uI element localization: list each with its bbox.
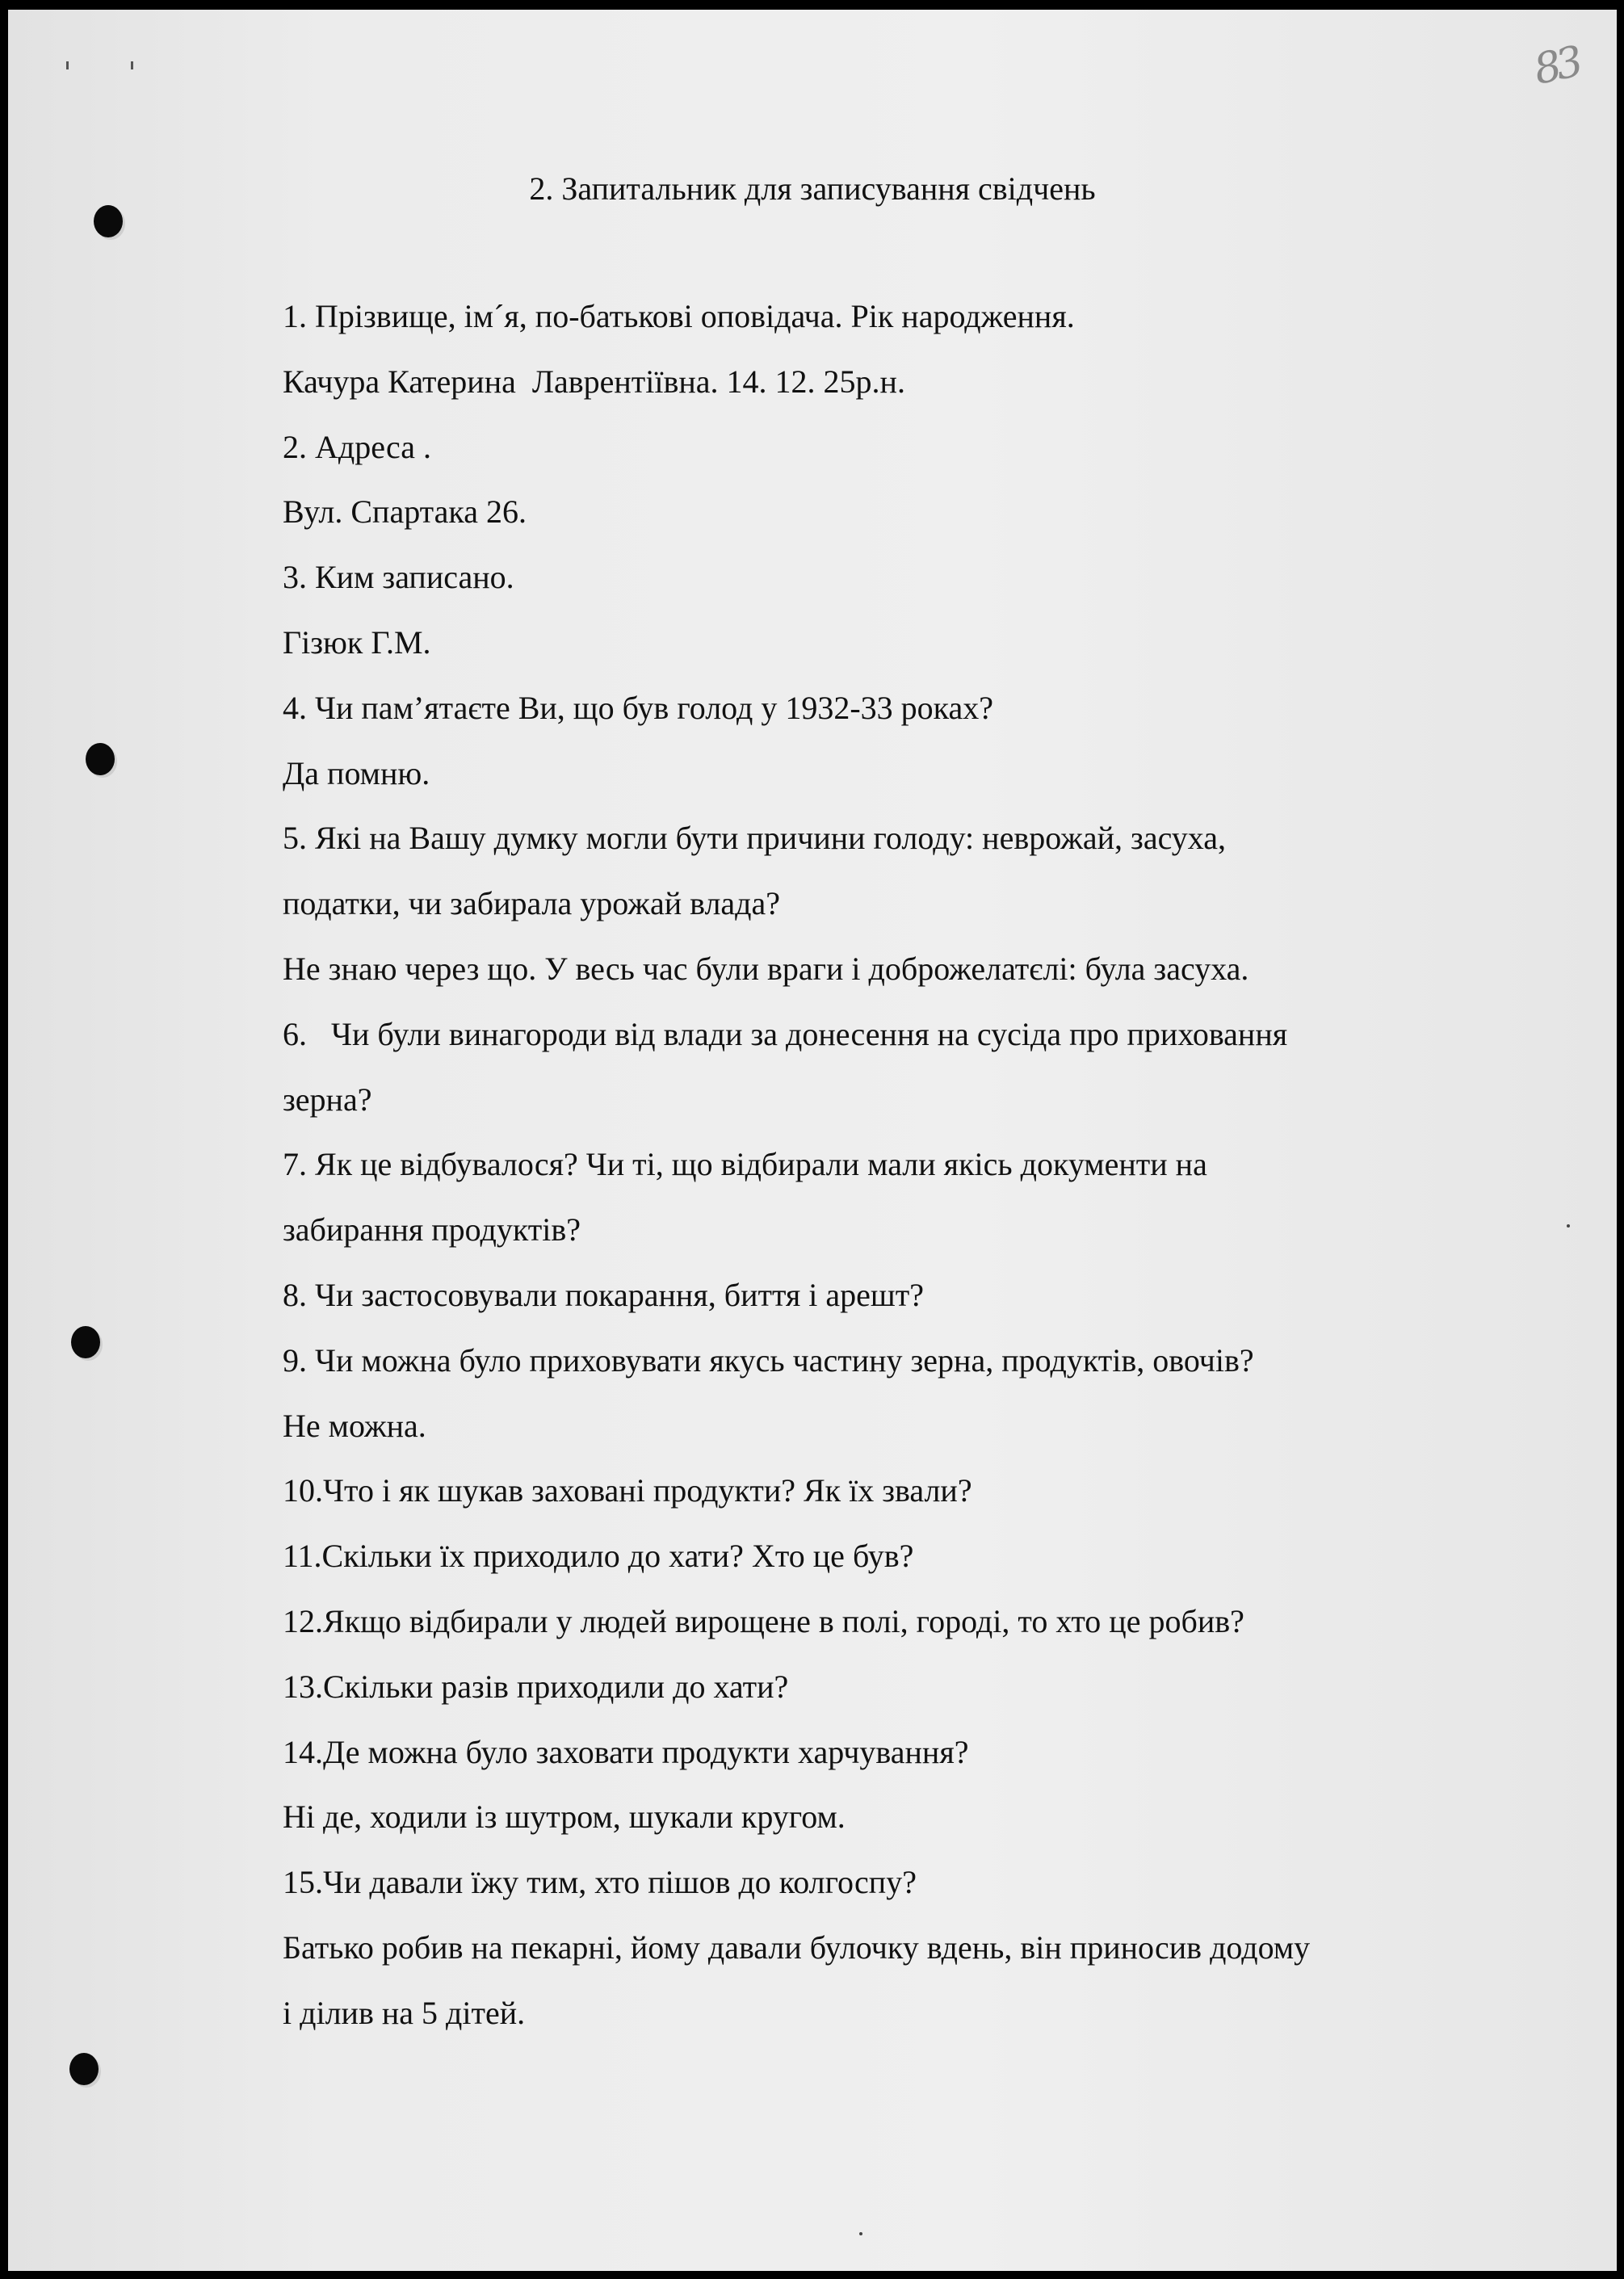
text-line: Не можна.: [283, 1407, 426, 1444]
text-line: 1. Прізвище, ім´я, по-батькові оповідача. Рік народження.: [283, 298, 1075, 334]
text-line: 8. Чи застосовували покарання, биття і арешт?: [283, 1276, 924, 1313]
text-line: зерна?: [283, 1081, 372, 1118]
text-line: 15.Чи давали їжу тим, хто пішов до колгоспу?: [283, 1864, 917, 1901]
scan-mark: [66, 61, 69, 69]
speck: [1567, 1224, 1570, 1228]
text-line: податки, чи забирала урожай влада?: [283, 885, 781, 922]
document-page: [8, 10, 1617, 2271]
text-line: Вул. Спартака 26.: [283, 493, 527, 531]
text-line: 14.Де можна було заховати продукти харчування?: [283, 1733, 969, 1770]
text-line: 10.Что і як шукав заховані продукти? Як їх звали?: [283, 1472, 972, 1509]
text-line: 2. Адреса .: [283, 428, 431, 465]
text-line: 11.Скільки їх приходило до хати? Хто це був?: [283, 1538, 914, 1575]
text-line: 13.Скільки разів приходили до хати?: [283, 1668, 789, 1705]
punch-hole: [86, 743, 115, 775]
text-line: Батько робив на пекарні, йому давали булочку вдень, він приносив додому: [283, 1929, 1311, 1966]
punch-hole: [69, 2053, 99, 2085]
text-line: 3. Ким записано.: [283, 559, 514, 596]
text-line: 7. Як це відбувалося? Чи ті, що відбирали мали якісь документи на: [283, 1146, 1207, 1183]
text-line: Не знаю через що. У весь час були враги і доброжелатєлі: була засуха.: [283, 950, 1249, 987]
text-line: 12.Якщо відбирали у людей вирощене в полі, городі, то хто це робив?: [283, 1602, 1244, 1639]
text-line: Да помню.: [283, 754, 430, 791]
text-line: Ні де, ходили із шутром, шукали кругом.: [283, 1798, 846, 1836]
text-line: 4. Чи пам’ятаєте Ви, що був голод у 1932-33 роках?: [283, 689, 994, 726]
text-line: 5. Які на Вашу думку могли бути причини голоду: неврожай, засуха,: [283, 820, 1227, 857]
page-number: 83: [1530, 38, 1583, 94]
punch-hole: [94, 205, 123, 237]
text-line: Гізюк Г.М.: [283, 623, 431, 661]
text-line: Качура Катерина Лаврентіївна. 14. 12. 25р.н.: [283, 363, 905, 400]
text-line: 9. Чи можна було приховувати якусь частину зерна, продуктів, овочів?: [283, 1341, 1254, 1379]
speck: [859, 2232, 862, 2235]
page-title: 2. Запитальник для записування свідчень: [529, 170, 1096, 207]
text-line: і ділив на 5 дітей.: [283, 1994, 526, 2031]
text-line: забирання продуктів?: [283, 1211, 581, 1249]
questionnaire-body: [283, 284, 1542, 2046]
text-line: 6. Чи були винагороди від влади за донесення на сусіда про приховання: [283, 1015, 1288, 1052]
punch-hole: [71, 1326, 100, 1358]
scan-mark: [131, 61, 133, 69]
